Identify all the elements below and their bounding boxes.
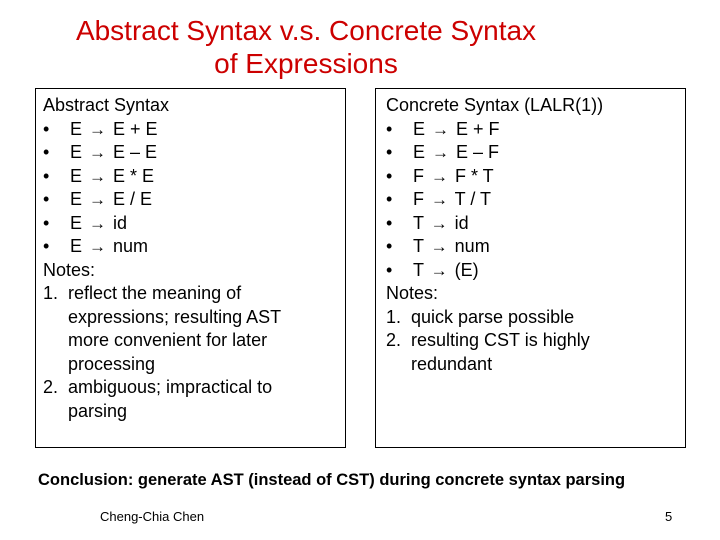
note-number: 2.: [43, 377, 59, 397]
rule-lhs: T: [413, 259, 429, 280]
note-text: resulting CST is highly redundant: [411, 330, 590, 374]
rule-rhs: F * T: [450, 165, 494, 186]
rule-rhs: E + F: [451, 118, 500, 139]
arrow-right-icon: →: [89, 190, 107, 209]
concrete-rule: [386, 212, 685, 236]
concrete-rule-text: [413, 165, 494, 189]
rule-lhs: T: [413, 212, 429, 233]
abstract-rule: [43, 141, 345, 165]
abstract-notes-heading: Notes:: [43, 259, 96, 280]
bullet-icon: •: [386, 118, 393, 139]
rule-rhs: E / E: [108, 189, 153, 209]
rule-lhs: F: [413, 165, 429, 186]
concrete-rule: [386, 235, 685, 259]
rule-rhs: num: [449, 236, 490, 256]
footer-author: Cheng-Chia Chen: [100, 509, 205, 524]
rule-lhs: E: [70, 142, 88, 162]
bullet-icon: •: [43, 165, 50, 186]
arrow-right-icon: →: [431, 190, 448, 209]
arrow-right-icon: →: [89, 166, 107, 186]
abstract-rules-list: [43, 118, 345, 259]
rule-rhs: E – F: [451, 142, 500, 162]
arrow-right-icon: →: [430, 213, 448, 233]
bullet-icon: •: [43, 212, 50, 233]
rule-rhs: E + E: [108, 118, 158, 139]
bullet-icon: •: [43, 142, 50, 162]
abstract-rule-text: [70, 212, 127, 236]
abstract-syntax-heading: Abstract Syntax: [43, 95, 170, 115]
rule-lhs: E: [70, 212, 88, 233]
abstract-rule-text: [70, 235, 148, 259]
note-text: ambiguous; impractical to parsing: [68, 377, 273, 421]
rule-rhs: E * E: [108, 165, 155, 186]
abstract-note: [43, 376, 345, 423]
rule-lhs: E: [70, 236, 88, 256]
arrow-right-icon: →: [89, 237, 107, 256]
bullet-icon: •: [386, 165, 393, 186]
concrete-rule-text: [413, 118, 500, 142]
concrete-rule-text: [413, 259, 479, 283]
note-number: 2.: [386, 330, 402, 350]
slide-title: [0, 14, 612, 80]
concrete-rule-text: [413, 235, 490, 259]
abstract-rule: [43, 235, 345, 259]
bullet-icon: •: [386, 189, 393, 209]
abstract-rule: [43, 165, 345, 189]
concrete-note: [386, 306, 685, 330]
rule-lhs: E: [413, 118, 431, 139]
arrow-right-icon: →: [431, 166, 448, 186]
abstract-rule: [43, 212, 345, 236]
bullet-icon: •: [386, 236, 393, 256]
rule-lhs: E: [70, 118, 88, 139]
note-number: 1.: [43, 283, 59, 303]
rule-rhs: T / T: [450, 189, 492, 209]
note-text: quick parse possible: [411, 306, 575, 327]
concrete-rule-text: [413, 141, 499, 165]
rule-lhs: E: [413, 142, 431, 162]
arrow-right-icon: →: [432, 143, 450, 162]
abstract-rule-text: [70, 165, 154, 189]
abstract-rule: [43, 118, 345, 142]
concrete-notes-list: [386, 306, 685, 377]
arrow-right-icon: →: [89, 213, 107, 233]
bullet-icon: •: [386, 142, 393, 162]
rule-rhs: id: [108, 212, 128, 233]
abstract-syntax-box: [35, 88, 346, 448]
rule-rhs: num: [108, 236, 149, 256]
rule-rhs: (E): [449, 259, 479, 280]
concrete-rule: [386, 259, 685, 283]
rule-lhs: T: [413, 236, 429, 256]
note-number: 1.: [386, 306, 402, 327]
rule-lhs: E: [70, 189, 88, 209]
abstract-rule-text: [70, 188, 152, 212]
concrete-rule: [386, 141, 685, 165]
concrete-rule-text: [413, 188, 491, 212]
note-text: reflect the meaning of expressions; resulting AST more convenient for later processing: [68, 283, 281, 374]
rule-lhs: E: [70, 165, 88, 186]
abstract-rule-text: [70, 118, 158, 142]
concrete-rule: [386, 188, 685, 212]
conclusion-text: Conclusion: generate AST (instead of CST) during concrete syntax parsing: [38, 471, 626, 489]
concrete-rules-list: [386, 118, 685, 283]
concrete-notes-heading: Notes:: [386, 283, 439, 303]
page-number: 5: [665, 509, 673, 524]
rule-rhs: id: [449, 212, 469, 233]
bullet-icon: •: [386, 212, 393, 233]
abstract-rule-text: [70, 141, 157, 165]
abstract-note: [43, 282, 345, 376]
bullet-icon: •: [386, 259, 393, 280]
concrete-rule: [386, 165, 685, 189]
concrete-rule-text: [413, 212, 469, 236]
bullet-icon: •: [43, 236, 50, 256]
concrete-syntax-heading: Concrete Syntax (LALR(1)): [386, 95, 604, 115]
concrete-note: [386, 329, 685, 376]
arrow-right-icon: →: [89, 119, 107, 139]
arrow-right-icon: →: [89, 143, 107, 162]
abstract-notes-list: [43, 282, 345, 423]
rule-lhs: F: [413, 189, 429, 209]
abstract-rule: [43, 188, 345, 212]
concrete-syntax-box: [375, 88, 686, 448]
rule-rhs: E – E: [108, 142, 158, 162]
arrow-right-icon: →: [432, 119, 450, 139]
bullet-icon: •: [43, 189, 50, 209]
bullet-icon: •: [43, 118, 50, 139]
arrow-right-icon: →: [430, 260, 448, 280]
arrow-right-icon: →: [430, 237, 448, 256]
concrete-rule: [386, 118, 685, 142]
slide-title-line-2: of Expressions: [214, 48, 398, 79]
slide-title-line-1: Abstract Syntax v.s. Concrete Syntax: [75, 15, 537, 46]
